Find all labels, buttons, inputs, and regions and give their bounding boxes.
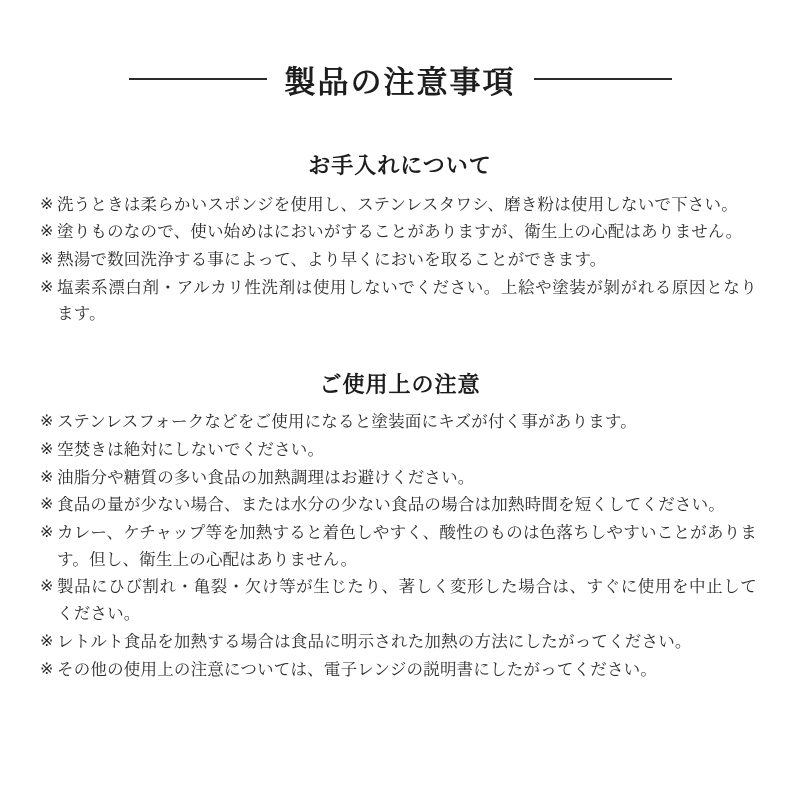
list-item	[40, 492, 760, 519]
note-list-care	[40, 192, 760, 329]
list-item-text: 製品にひび割れ・亀裂・欠け等が生じたり、著しく変形した場合は、すぐに使用を中止してください。	[57, 578, 757, 624]
list-item-text: 食品の量が少ない場合、または水分の少ない食品の場合は加熱時間を短くしてください。	[57, 496, 725, 515]
list-item	[40, 275, 760, 328]
list-item-text: 空焚きは絶対にしないでください。	[57, 440, 325, 459]
page-title: 製品の注意事項	[284, 64, 516, 100]
bullet-mark-icon: ※	[40, 223, 54, 241]
list-item-text: 熱湯で数回洗浄する事によって、より早くにおいを取ることができます。	[57, 250, 607, 269]
list-item	[40, 247, 760, 274]
bullet-mark-icon: ※	[40, 524, 54, 541]
title-rule-left	[129, 78, 267, 80]
list-item-text: 塩素系漂白剤・アルカリ性洗剤は使用しないでください。上絵や塗装が剝がれる原因となります。	[57, 278, 757, 324]
list-item	[40, 437, 760, 464]
list-item	[40, 465, 760, 492]
section-usage	[40, 368, 760, 683]
list-item-text: 塗りものなので、使い始めはにおいがすることがありますが、衛生上の心配はありません。	[57, 223, 743, 242]
list-item	[40, 574, 760, 627]
bullet-mark-icon: ※	[40, 278, 54, 296]
list-item	[40, 657, 760, 684]
bullet-mark-icon: ※	[40, 632, 54, 650]
bullet-mark-icon: ※	[40, 195, 54, 213]
bullet-mark-icon: ※	[40, 660, 54, 678]
bullet-mark-icon: ※	[40, 250, 54, 268]
list-item-text: ステンレスフォークなどをご使用になると塗装面にキズが付く事があります。	[57, 413, 637, 432]
list-item	[40, 409, 760, 436]
list-item-text: レトルト食品を加熱する場合は食品に明示された加熱の方法にしたがってください。	[57, 632, 692, 651]
bullet-mark-icon: ※	[40, 496, 54, 514]
section-heading-care: お手入れについて	[308, 152, 492, 178]
title-row	[40, 36, 760, 123]
list-item-text: カレー、ケチャップ等を加熱すると着色しやすく、酸性のものは色落ちしやすいことがあります。但し、衛生上の心配はありません。	[57, 524, 757, 569]
list-item	[40, 219, 760, 246]
bullet-mark-icon: ※	[40, 578, 54, 596]
list-item-text: その他の使用上の注意については、電子レンジの説明書にしたがってください。	[57, 660, 658, 679]
list-item	[40, 192, 760, 219]
title-rule-right	[534, 78, 672, 80]
list-item-text: 油脂分や糖質の多い食品の加熱調理はお避けください。	[57, 468, 475, 487]
list-item	[40, 629, 760, 656]
list-item	[40, 520, 760, 573]
bullet-mark-icon: ※	[40, 440, 54, 458]
bullet-mark-icon: ※	[40, 468, 54, 486]
section-heading-usage: ご使用上の注意	[319, 372, 481, 398]
section-care	[40, 149, 760, 329]
note-list-usage	[40, 409, 760, 683]
list-item-text: 洗うときは柔らかいスポンジを使用し、ステンレスタワシ、磨き粉は使用しないで下さい。	[57, 195, 738, 214]
bullet-mark-icon: ※	[40, 413, 54, 431]
